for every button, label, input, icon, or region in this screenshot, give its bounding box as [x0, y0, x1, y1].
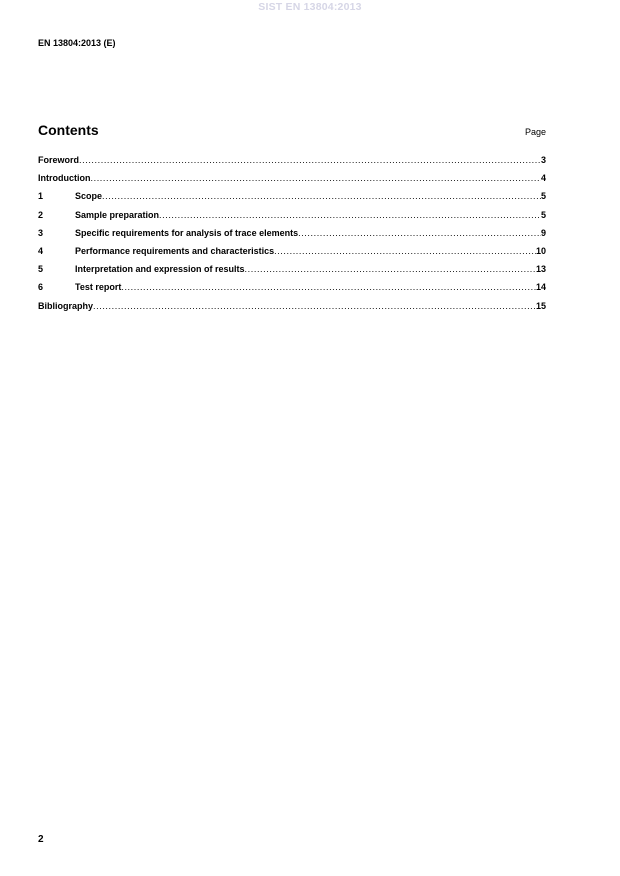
toc-dot-leader [298, 228, 541, 238]
toc-entry-interpretation[interactable] [38, 264, 546, 282]
toc-entry-introduction[interactable] [38, 173, 546, 191]
toc-entry-foreword[interactable] [38, 155, 546, 173]
toc-entry-page: 3 [540, 155, 546, 165]
toc-entry-specific-requirements[interactable] [38, 228, 546, 246]
toc-entry-test-report[interactable] [38, 282, 546, 300]
toc-entry-page: 13 [535, 264, 546, 275]
toc-entry-number: 4 [38, 245, 44, 256]
toc-dot-leader [91, 173, 541, 183]
toc-dot-leader [274, 246, 536, 256]
toc-entry-sample-preparation[interactable] [38, 210, 546, 228]
toc-entry-title: Performance requirements and characteristics [75, 245, 275, 256]
toc-entry-title: Introduction [38, 173, 91, 184]
toc-dot-leader [102, 191, 541, 201]
toc-entry-page: 15 [535, 300, 546, 311]
contents-heading: Contents [38, 122, 99, 138]
watermark: SIST EN 13804:2013 [258, 1, 362, 13]
toc-entry-title: Foreword [38, 155, 80, 165]
toc-entry-number: 2 [38, 209, 44, 220]
toc-entry-bibliography[interactable] [38, 301, 546, 319]
toc-entry-page: 5 [540, 209, 546, 220]
toc-entry-title: Sample preparation [75, 209, 160, 220]
toc-entry-page: 9 [540, 227, 546, 238]
toc-entry-number: 6 [38, 282, 44, 293]
toc-entry-title: Interpretation and expression of results [75, 264, 245, 275]
toc-dot-leader [245, 264, 536, 274]
toc-entry-title: Scope [75, 191, 103, 202]
toc-dot-leader [159, 210, 541, 220]
page-column-label: Page [524, 127, 546, 137]
toc-entry-page: 5 [540, 191, 546, 202]
toc-entry-title: Specific requirements for analysis of trace elements [75, 227, 299, 238]
toc-entry-scope[interactable] [38, 191, 546, 209]
toc-dot-leader [79, 155, 541, 165]
toc-entry-title: Bibliography [38, 300, 94, 311]
toc-entry-number: 1 [38, 191, 44, 202]
table-of-contents [38, 155, 546, 319]
toc-entry-number: 5 [38, 264, 44, 275]
toc-entry-page: 14 [535, 282, 546, 293]
toc-entry-title: Test report [75, 282, 122, 293]
page-number: 2 [38, 834, 44, 845]
toc-entry-page: 10 [535, 245, 546, 256]
toc-entry-performance-requirements[interactable] [38, 246, 546, 264]
toc-dot-leader [121, 282, 536, 292]
toc-entry-page: 4 [540, 173, 546, 184]
document-reference: EN 13804:2013 (E) [38, 38, 116, 48]
toc-dot-leader [93, 301, 536, 311]
toc-entry-number: 3 [38, 227, 44, 238]
